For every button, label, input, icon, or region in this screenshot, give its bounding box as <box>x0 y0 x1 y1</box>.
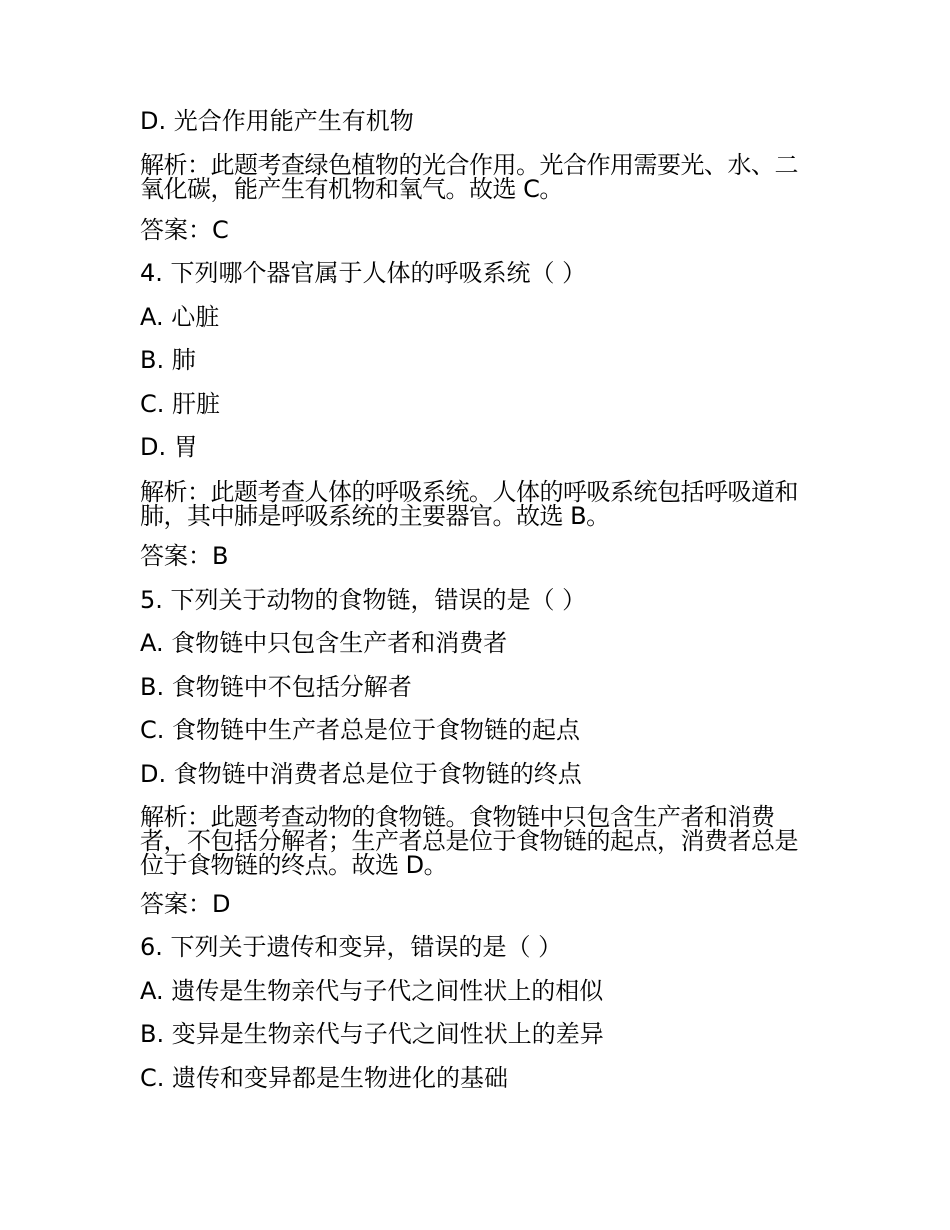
option-b-q5: B. 食物链中不包括分解者 <box>140 673 412 701</box>
question-4: 4. 下列哪个器官属于人体的呼吸系统（ ） <box>140 259 587 287</box>
option-b-q4: B. 肺 <box>140 346 196 374</box>
option-c-q5: C. 食物链中生产者总是位于食物链的起点 <box>140 716 581 744</box>
option-a-q5: A. 食物链中只包含生产者和消费者 <box>140 629 508 657</box>
question-6: 6. 下列关于遗传和变异，错误的是（ ） <box>140 933 563 961</box>
analysis-q4: 解析：此题考查人体的呼吸系统。人体的呼吸系统包括呼吸道和肺，其中肺是呼吸系统的主要器官。故选 B。 <box>140 478 798 530</box>
answer-q5: 答案：D <box>140 890 231 918</box>
option-b-q6: B. 变异是生物亲代与子代之间性状上的差异 <box>140 1020 604 1048</box>
option-d-q4: D. 胃 <box>140 433 198 461</box>
option-c-q6: C. 遗传和变异都是生物进化的基础 <box>140 1064 509 1092</box>
option-d-q3: D. 光合作用能产生有机物 <box>140 107 414 135</box>
option-a-q6: A. 遗传是生物亲代与子代之间性状上的相似 <box>140 977 604 1005</box>
question-5: 5. 下列关于动物的食物链，错误的是（ ） <box>140 586 587 614</box>
answer-q3: 答案：C <box>140 216 229 244</box>
answer-q4: 答案：B <box>140 542 229 570</box>
analysis-q5: 解析：此题考查动物的食物链。食物链中只包含生产者和消费者，不包括分解者；生产者总是位于食物链的起点，消费者总是位于食物链的终点。故选 D。 <box>140 803 798 879</box>
option-d-q5: D. 食物链中消费者总是位于食物链的终点 <box>140 760 582 788</box>
option-a-q4: A. 心脏 <box>140 303 220 331</box>
analysis-q3: 解析：此题考查绿色植物的光合作用。光合作用需要光、水、二氧化碳，能产生有机物和氧气。故选 C。 <box>140 151 798 203</box>
option-c-q4: C. 肝脏 <box>140 390 221 418</box>
